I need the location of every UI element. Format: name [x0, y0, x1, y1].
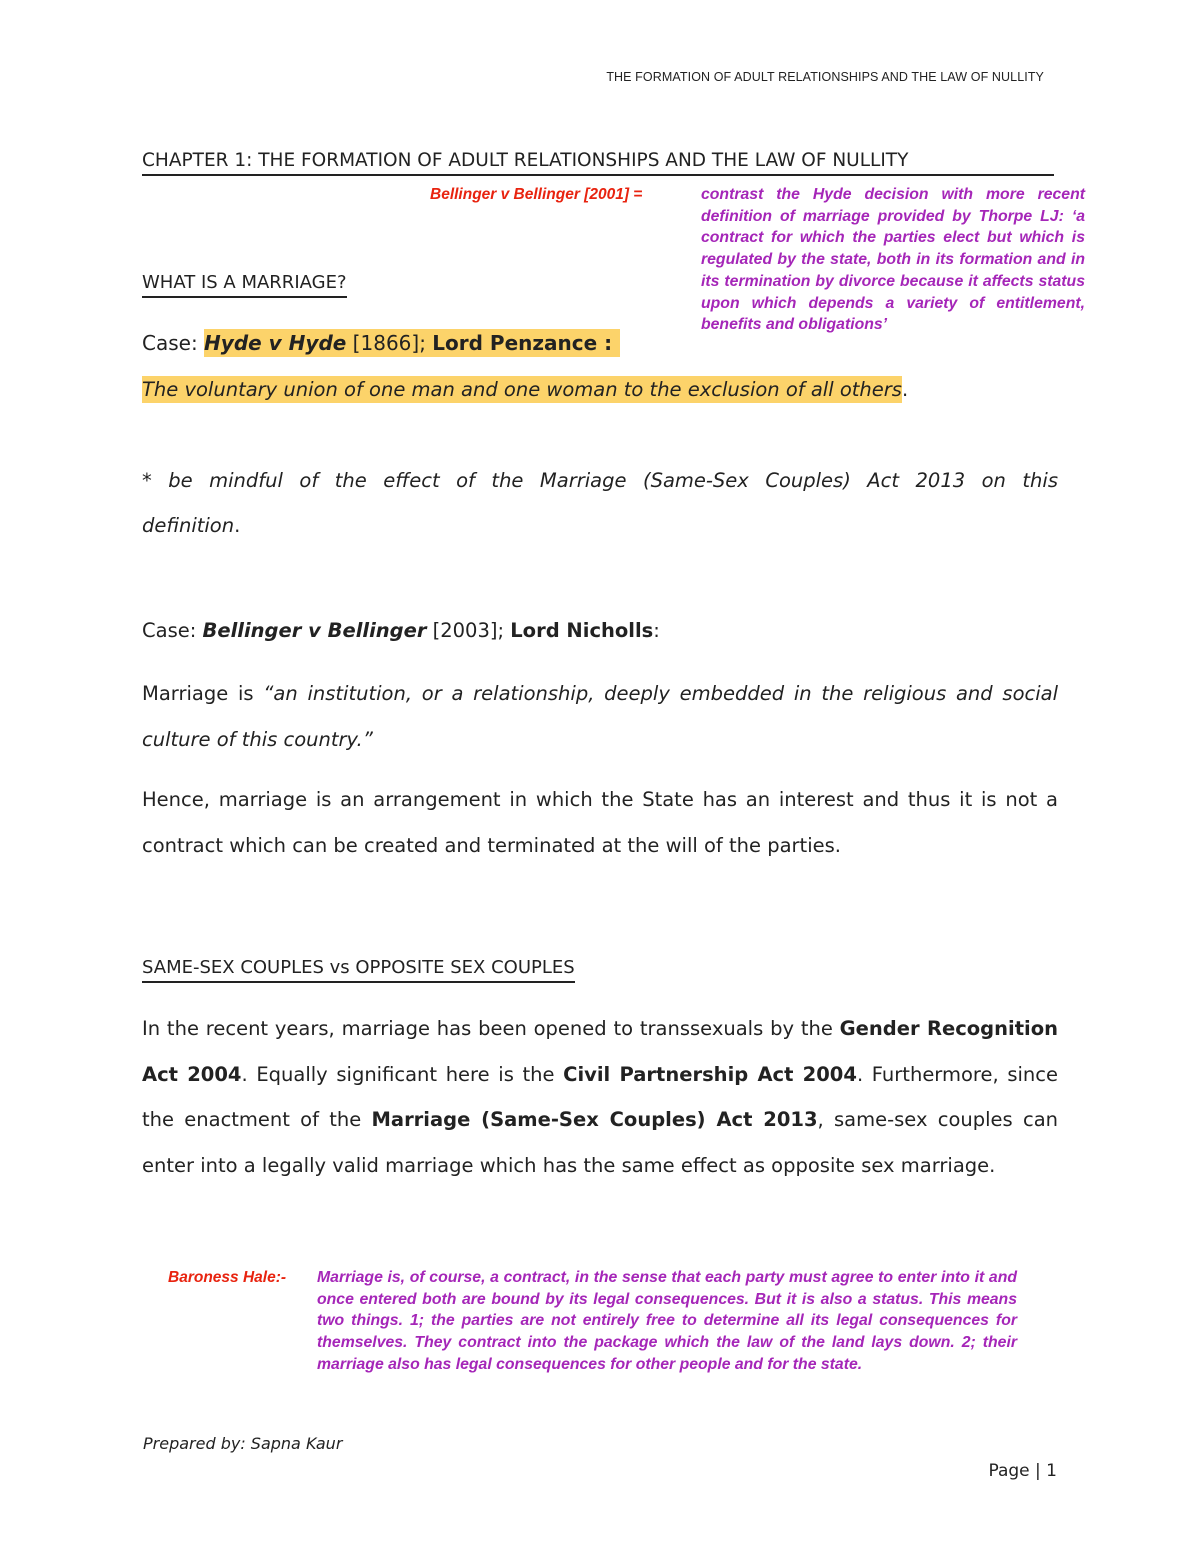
p-g: , same-sex couples can enter into a legally valid marriage which has the same effect as opposite sex marriage.: [142, 1108, 1058, 1177]
civil-partnership-act: Civil Partnership Act 2004: [563, 1062, 857, 1086]
case-hyde-line: [142, 331, 620, 355]
case-bellinger-line: [142, 619, 660, 642]
case-prefix: Case:: [142, 331, 205, 355]
same-sex-note-text-1: * be mindful of the effect of the Marriage (Same-Sex Couples) Act 2013 on this: [142, 469, 1058, 492]
case-judge-nicholls: Lord Nicholls: [510, 619, 654, 642]
para1-prefix: Marriage is: [142, 682, 264, 705]
section-heading-same-sex: SAME-SEX COUPLES vs OPPOSITE SEX COUPLES: [142, 957, 575, 983]
side-note-label-bellinger: Bellinger v Bellinger [2001] =: [430, 186, 643, 203]
same-sex-note-line1: [142, 469, 1058, 492]
footer-prepared-by: Prepared by: Sapna Kaur: [143, 1434, 343, 1453]
marriage-same-sex-act: Marriage (Same-Sex Couples) Act 2013: [371, 1108, 818, 1131]
footer-page-number: Page | 1: [988, 1461, 1057, 1481]
case-year-bellinger: [2003];: [426, 619, 511, 642]
case-colon: :: [653, 619, 660, 642]
section-heading-what-is-marriage: WHAT IS A MARRIAGE?: [142, 272, 347, 298]
chapter-title: CHAPTER 1: THE FORMATION OF ADULT RELATIONSHIPS AND THE LAW OF NULLITY: [142, 150, 1054, 176]
case-hyde-highlight: [204, 329, 620, 357]
hyde-quote-end: .: [901, 378, 909, 401]
case-name-hyde: Hyde v Hyde: [204, 331, 347, 355]
side-note-hale-text: Marriage is, of course, a contract, in the sense that each party must agree to enter into it and once entered both are bound by its legal consequences. But it is also a status. This means two things. 1; the parties are not entirely free to determine all its legal consequences for themselves. They contract into the package which the law of the land lays down. 2; their marriage also has legal consequences for other people and for the state.: [317, 1269, 1017, 1373]
same-sex-note-end: .: [234, 514, 241, 537]
p-c: . Equally significant here is the: [241, 1062, 564, 1086]
p-a: In the recent years, marriage has been opened to transsexuals by the: [142, 1017, 840, 1040]
case-year-hyde: [1866];: [346, 331, 433, 355]
case-prefix-2: Case:: [142, 619, 203, 642]
hyde-quote-line: [142, 378, 908, 401]
side-note-bellinger-text: contrast the Hyde decision with more recent definition of marriage provided by Thorpe LJ: ‘a contract for which the parties elect but which is regulated by the state, both in its formation and in its termination by divorce because it affects status upon which depends a variety of entitlement, benefits and obligations’: [701, 186, 1085, 334]
same-sex-paragraph: [142, 1006, 1058, 1188]
hyde-quote: The voluntary union of one man and one woman to the exclusion of all others: [142, 378, 902, 401]
para1-quote: “an institution, or a relationship, deeply embedded in the religious and social culture of this country.”: [142, 682, 1059, 751]
hence-paragraph: Hence, marriage is an arrangement in which the State has an interest and thus it is not a contract which can be created and terminated at the will of the parties.: [142, 788, 1058, 857]
running-header: THE FORMATION OF ADULT RELATIONSHIPS AND THE LAW OF NULLITY: [606, 70, 1044, 84]
same-sex-note-text-2: definition: [142, 514, 235, 537]
same-sex-note-line2: [142, 514, 240, 537]
marriage-institution-paragraph: [142, 671, 1058, 762]
case-name-bellinger: Bellinger v Bellinger: [202, 619, 427, 642]
side-note-label-hale: Baroness Hale:-: [168, 1269, 287, 1286]
p-e: . Furthermore, since the enactment of the: [142, 1062, 1058, 1131]
case-judge-penzance: Lord Penzance :: [432, 331, 613, 355]
gender-recognition-act: Gender Recognition Act 2004: [142, 1017, 1058, 1086]
